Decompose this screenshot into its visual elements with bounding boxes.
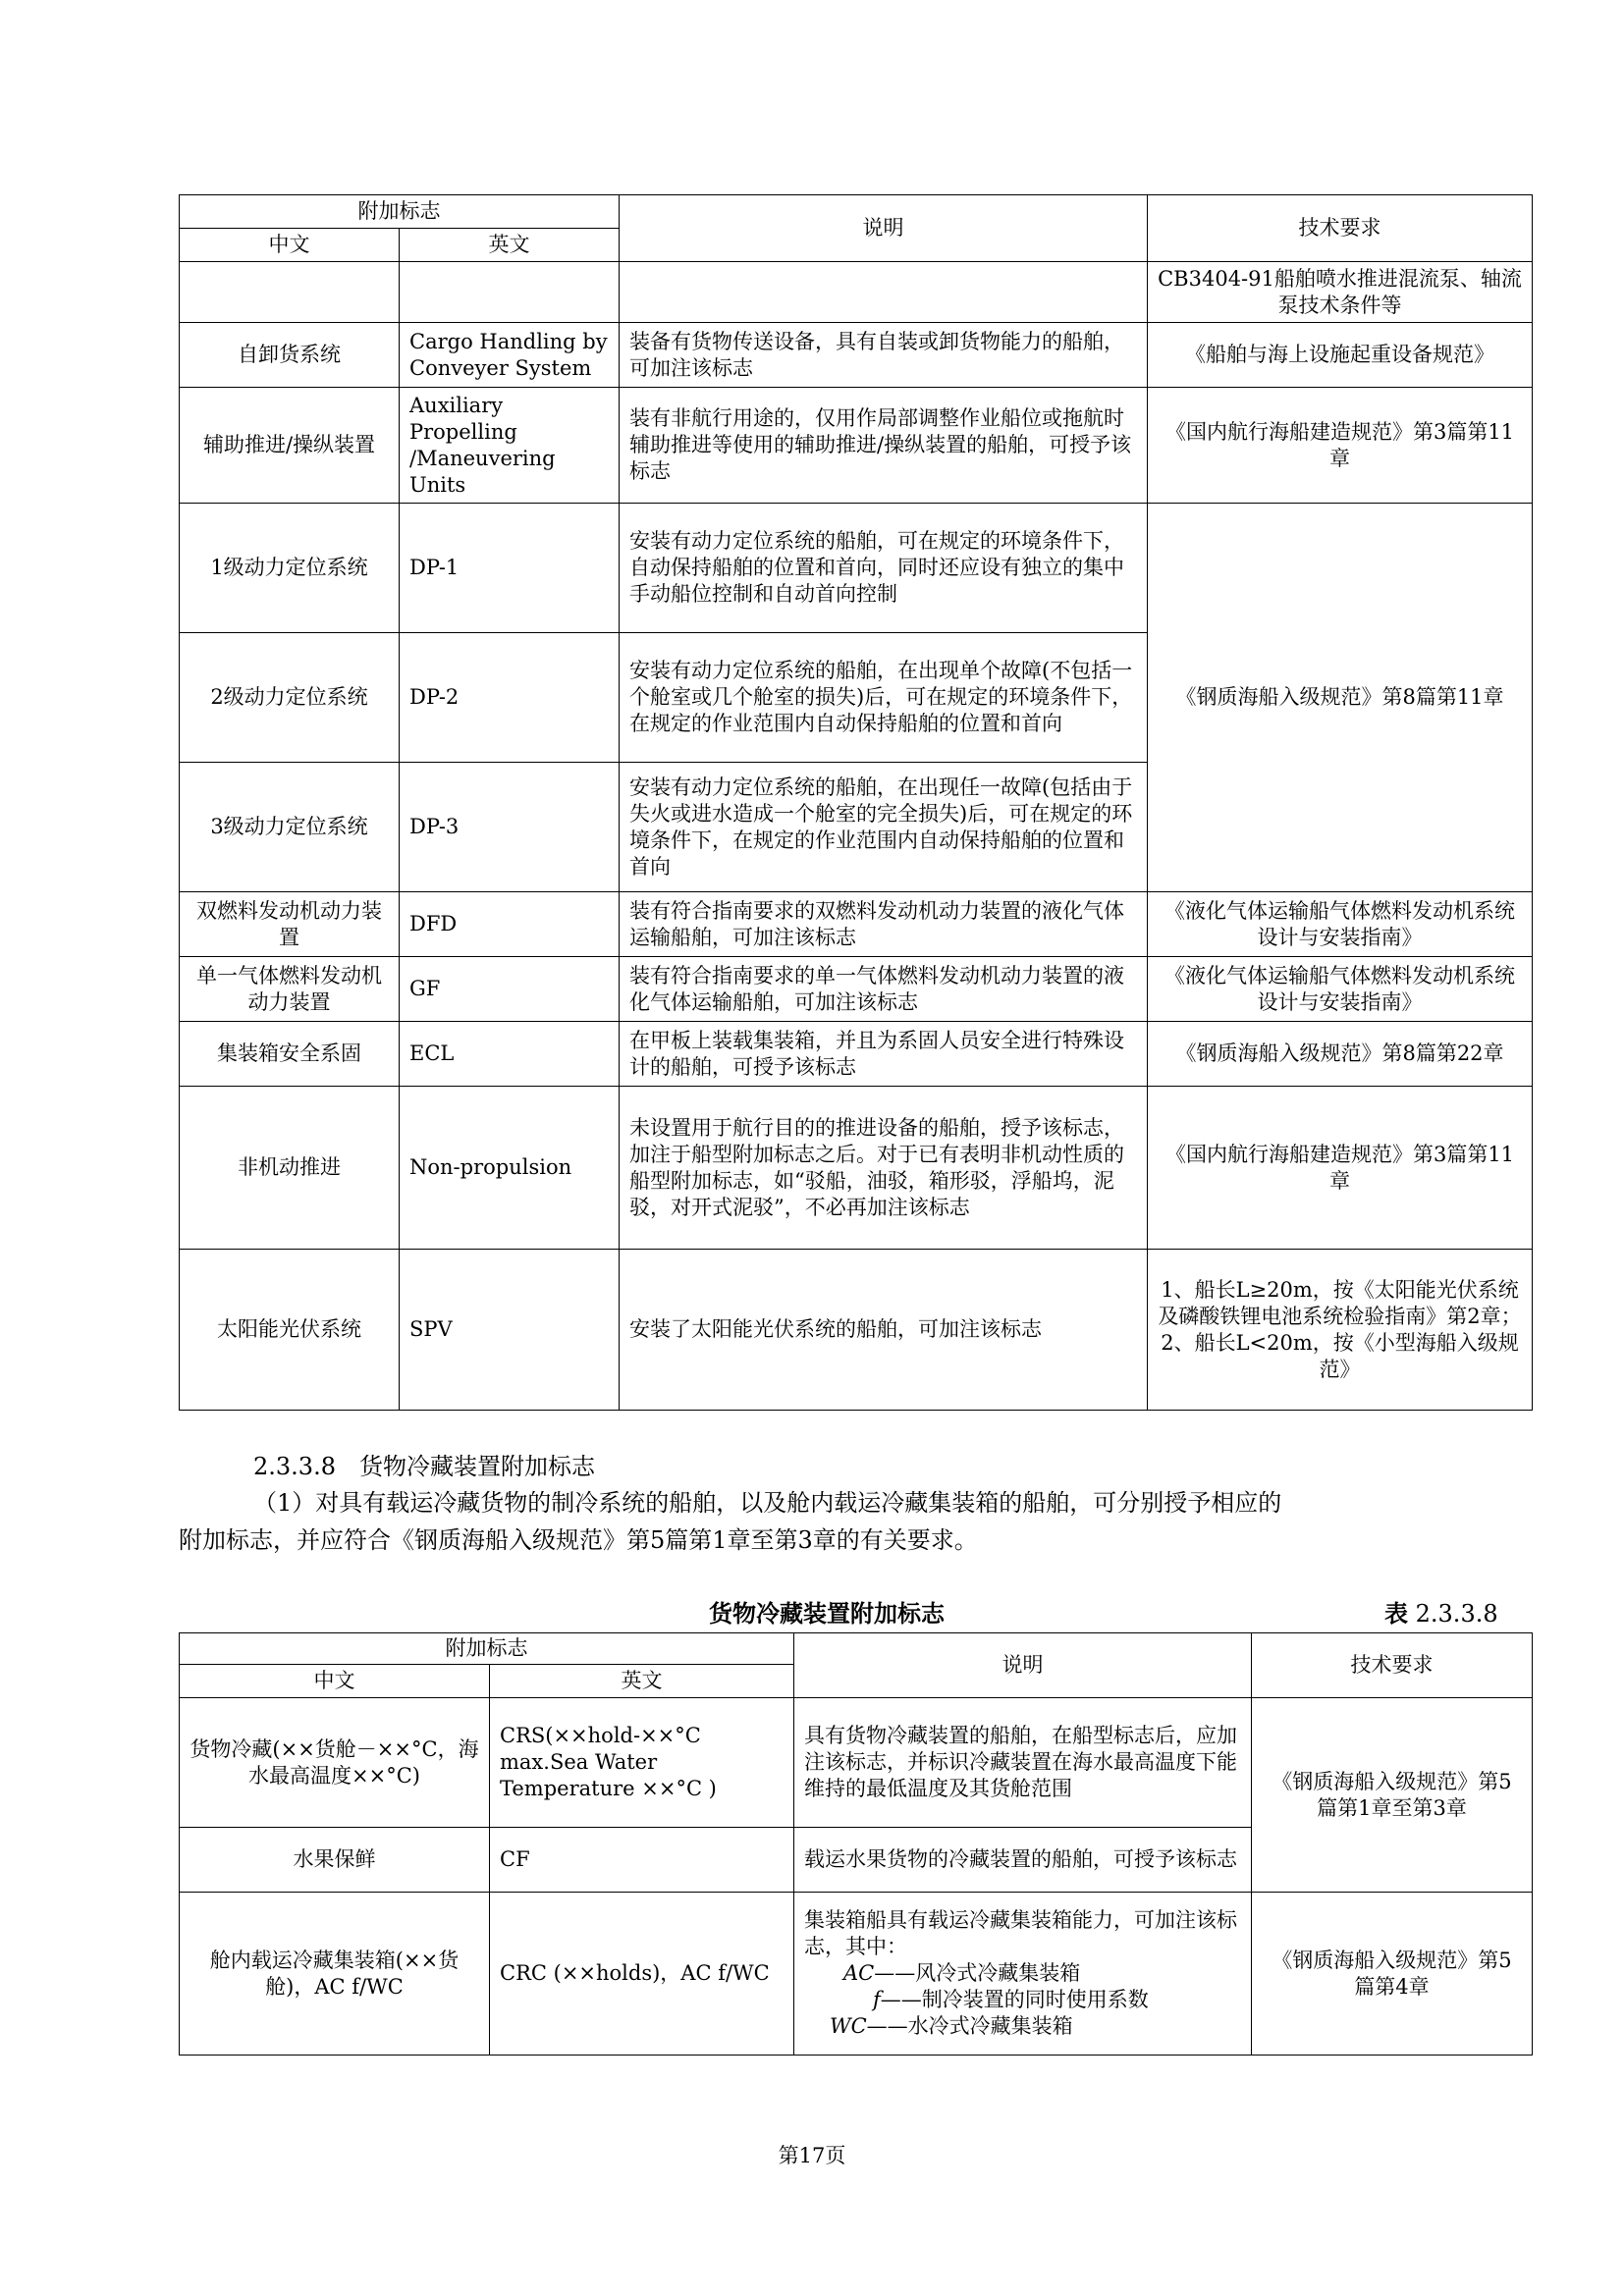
table-row (180, 323, 1533, 388)
cell-desc: 安装有动力定位系统的船舶，在出现任一故障(包括由于失火或进水造成一个舱室的完全损失)后，可在规定的环境条件下，在规定的作业范围内自动保持船舶的位置和首向 (620, 763, 1148, 892)
cell-en: DP-3 (400, 763, 620, 892)
cell-en: GF (400, 957, 620, 1022)
table-row (180, 1087, 1533, 1250)
header-description: 说明 (794, 1633, 1252, 1698)
cell-cn: 舱内载运冷藏集装箱(××货舱)，AC f/WC (180, 1893, 490, 2056)
desc-wc-key: WC (830, 2014, 867, 2038)
cell-en: CRS(××hold-××°C max.Sea Water Temperature ××°C ) (490, 1698, 794, 1828)
table-row (180, 1893, 1533, 2056)
cell-en: DP-1 (400, 504, 620, 633)
cell-desc: 在甲板上装载集装箱，并且为系固人员安全进行特殊设计的船舶，可授予该标志 (620, 1022, 1148, 1087)
cell-cn: 单一气体燃料发动机动力装置 (180, 957, 400, 1022)
cell-cn: 3级动力定位系统 (180, 763, 400, 892)
cell-cn: 水果保鲜 (180, 1828, 490, 1893)
cell-en: DP-2 (400, 633, 620, 763)
cell-en: SPV (400, 1250, 620, 1411)
header-chinese: 中文 (180, 1665, 490, 1698)
cell-req: 《国内航行海船建造规范》第3篇第11章 (1148, 1087, 1533, 1250)
table-row (180, 1250, 1533, 1411)
cell-req: CB3404-91船舶喷水推进混流泵、轴流泵技术条件等 (1148, 262, 1533, 323)
cell-en: Non-propulsion (400, 1087, 620, 1250)
cell-en: ECL (400, 1022, 620, 1087)
header-technical-requirements: 技术要求 (1148, 195, 1533, 262)
paragraph-line-2: 附加标志，并应符合《钢质海船入级规范》第5篇第1章至第3章的有关要求。 (179, 1526, 978, 1554)
table-row (180, 504, 1533, 633)
cell-en: CRC (××holds)，AC f/WC (490, 1893, 794, 2056)
paragraph-line-1: （1）对具有载运冷藏货物的制冷系统的船舶，以及舱内载运冷藏集装箱的船舶，可分别授予相应的 (253, 1489, 1282, 1517)
cell-desc (620, 262, 1148, 323)
cell-desc: 安装有动力定位系统的船舶，在出现单个故障(不包括一个舱室或几个舱室的损失)后，可在规定的环境条件下，在规定的作业范围内自动保持船舶的位置和首向 (620, 633, 1148, 763)
table-row (180, 957, 1533, 1022)
desc-wc (804, 2013, 1241, 2040)
cell-desc: 装有符合指南要求的单一气体燃料发动机动力装置的液化气体运输船舶，可加注该标志 (620, 957, 1148, 1022)
header-additional-mark: 附加标志 (180, 1633, 794, 1665)
desc-ac (804, 1960, 1241, 1987)
page-number: 第17页 (778, 2144, 846, 2167)
section-heading: 2.3.3.8 货物冷藏装置附加标志 (253, 1453, 595, 1480)
desc-line-1: 集装箱船具有载运冷藏集装箱能力，可加注该标志，其中： (804, 1908, 1237, 1958)
header-technical-requirements: 技术要求 (1252, 1633, 1533, 1698)
table-row (180, 388, 1533, 504)
cell-req (1148, 1250, 1533, 1411)
cell-en: Auxiliary Propelling /Maneuvering Units (400, 388, 620, 504)
cell-desc: 安装了太阳能光伏系统的船舶，可加注该标志 (620, 1250, 1148, 1411)
cell-en: Cargo Handling by Conveyer System (400, 323, 620, 388)
cell-en: CF (490, 1828, 794, 1893)
desc-ac-value: ——风冷式冷藏集装箱 (874, 1961, 1081, 1985)
cell-cn: 辅助推进/操纵装置 (180, 388, 400, 504)
desc-f (804, 1987, 1241, 2013)
table-row (180, 1698, 1533, 1828)
cell-desc: 装有非航行用途的，仅用作局部调整作业船位或拖航时辅助推进等使用的辅助推进/操纵装置的船舶，可授予该标志 (620, 388, 1148, 504)
cell-req: 《钢质海船入级规范》第5篇第4章 (1252, 1893, 1533, 2056)
header-chinese: 中文 (180, 229, 400, 262)
header-additional-mark: 附加标志 (180, 195, 620, 229)
table-row (180, 1022, 1533, 1087)
cell-cn: 双燃料发动机动力装置 (180, 892, 400, 957)
cell-desc: 安装有动力定位系统的船舶，可在规定的环境条件下，自动保持船舶的位置和首向，同时还应设有独立的集中手动船位控制和自动首向控制 (620, 504, 1148, 633)
cell-en: DFD (400, 892, 620, 957)
table-row (180, 262, 1533, 323)
cell-req-dp: 《钢质海船入级规范》第8篇第11章 (1148, 504, 1533, 892)
cell-req: 《国内航行海船建造规范》第3篇第11章 (1148, 388, 1533, 504)
cell-cn: 太阳能光伏系统 (180, 1250, 400, 1411)
req-line-2: 2、船长L<20m，按《小型海船入级规范》 (1161, 1330, 1519, 1381)
cell-desc: 载运水果货物的冷藏装置的船舶，可授予该标志 (794, 1828, 1252, 1893)
cell-req: 《液化气体运输船气体燃料发动机系统设计与安装指南》 (1148, 957, 1533, 1022)
desc-f-key: f (873, 1988, 881, 2011)
caption-number: 2.3.3.8 (1415, 1600, 1498, 1628)
req-line-1: 1、船长L≥20m，按《太阳能光伏系统及磷酸铁锂电池系统检验指南》第2章； (1158, 1277, 1522, 1328)
cell-req: 《钢质海船入级规范》第8篇第22章 (1148, 1022, 1533, 1087)
cell-req: 《钢质海船入级规范》第5篇第1章至第3章 (1252, 1698, 1533, 1893)
cell-cn: 1级动力定位系统 (180, 504, 400, 633)
cell-desc: 未设置用于航行目的的推进设备的船舶，授予该标志，加注于船型附加标志之后。对于已有表明非机动性质的船型附加标志，如“驳船，油驳，箱形驳，浮船坞，泥驳，对开式泥驳”，不必再加注该标志 (620, 1087, 1148, 1250)
refrigeration-marks-table (179, 1632, 1533, 2056)
cell-cn: 集装箱安全系固 (180, 1022, 400, 1087)
marks-table-continued (179, 194, 1533, 1411)
cell-desc: 装有符合指南要求的双燃料发动机动力装置的液化气体运输船舶，可加注该标志 (620, 892, 1148, 957)
cell-en (400, 262, 620, 323)
cell-cn: 货物冷藏(××货舱－××°C，海水最高温度××°C) (180, 1698, 490, 1828)
cell-desc (794, 1893, 1252, 2056)
cell-cn: 自卸货系统 (180, 323, 400, 388)
caption-prefix: 表 (1384, 1600, 1408, 1628)
cell-desc: 具有货物冷藏装置的船舶，在船型标志后，应加注该标志，并标识冷藏装置在海水最高温度下能维持的最低温度及其货舱范围 (794, 1698, 1252, 1828)
table-row (180, 892, 1533, 957)
cell-req: 《船舶与海上设施起重设备规范》 (1148, 323, 1533, 388)
table-caption-title: 货物冷藏装置附加标志 (709, 1600, 945, 1628)
header-description: 说明 (620, 195, 1148, 262)
cell-req: 《液化气体运输船气体燃料发动机系统设计与安装指南》 (1148, 892, 1533, 957)
cell-desc: 装备有货物传送设备，具有自装或卸货物能力的船舶，可加注该标志 (620, 323, 1148, 388)
table-caption-number (1384, 1594, 1498, 1629)
cell-cn (180, 262, 400, 323)
header-english: 英文 (400, 229, 620, 262)
cell-cn: 2级动力定位系统 (180, 633, 400, 763)
cell-cn: 非机动推进 (180, 1087, 400, 1250)
desc-wc-value: ——水冷式冷藏集装箱 (866, 2014, 1073, 2038)
header-english: 英文 (490, 1665, 794, 1698)
desc-f-value: ——制冷装置的同时使用系数 (880, 1988, 1149, 2011)
desc-ac-key: AC (843, 1961, 875, 1985)
